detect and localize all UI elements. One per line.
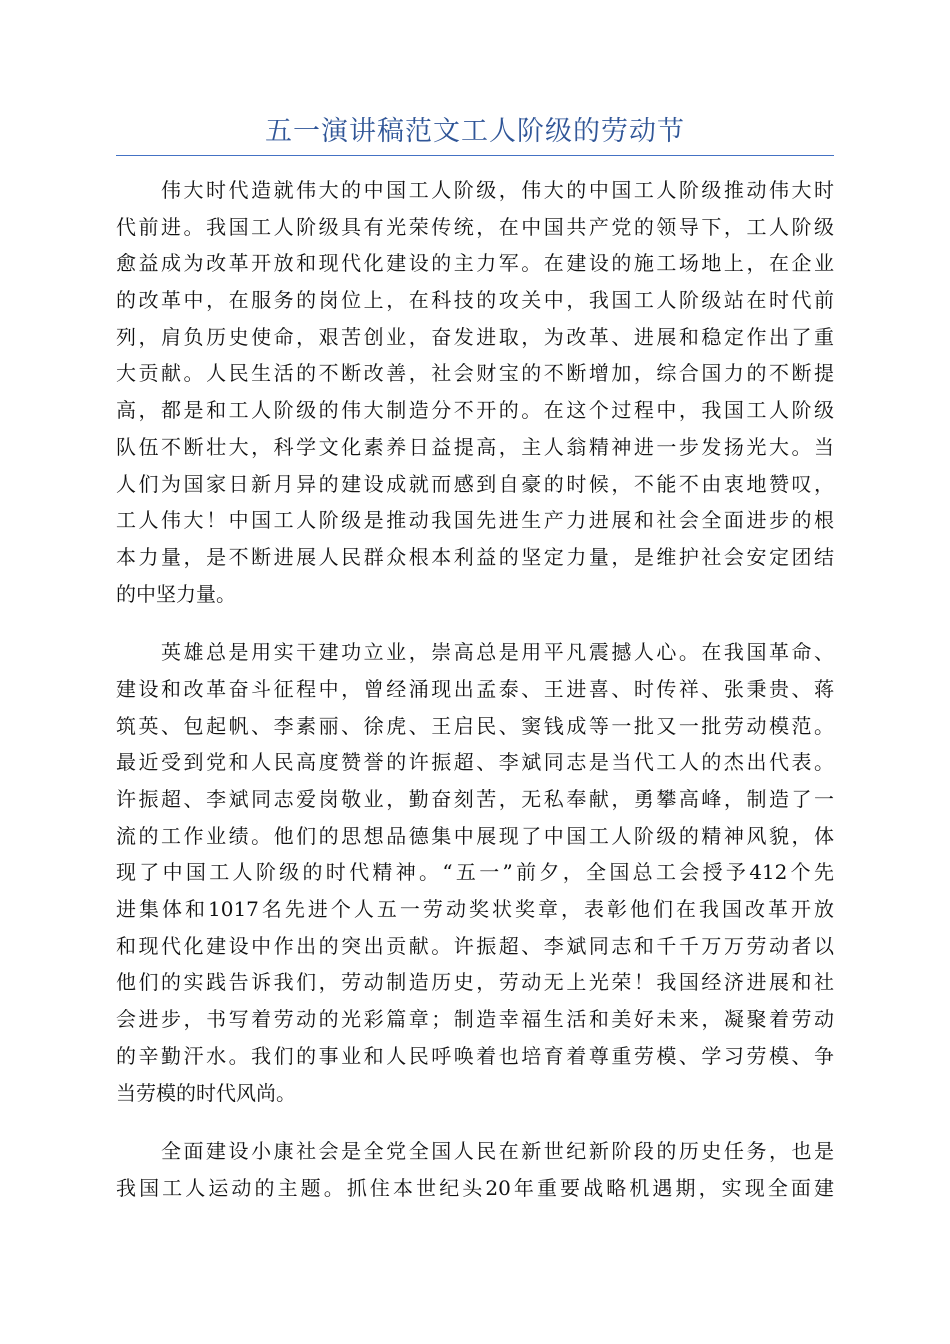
text-line: 最近受到党和人民高度赞誉的许振超、李斌同志是当代工人的杰出代表。 [116, 750, 834, 775]
text-line: 愈益成为改革开放和现代化建设的主力军。在建设的施工场地上，在企业 [116, 251, 834, 276]
text-line: 许振超、李斌同志爱岗敬业，勤奋刻苦，无私奉献，勇攀高峰，制造了一 [116, 787, 834, 811]
text-line: 高，都是和工人阶级的伟大制造分不开的。在这个过程中，我国工人阶级 [116, 398, 834, 423]
text-line: 我国工人运动的主题。抓住本世纪头20年重要战略机遇期，实现全面建 [116, 1175, 834, 1200]
text-line: 英雄总是用实干建功立业，崇高总是用平凡震撼人心。在我国革命、 [161, 640, 834, 665]
paragraph-1 [116, 172, 834, 612]
text-line: 代前进。我国工人阶级具有光荣传统，在中国共产党的领导下，工人阶级 [116, 214, 834, 239]
document-body [116, 172, 834, 1229]
text-line: 的改革中，在服务的岗位上，在科技的攻关中，我国工人阶级站在时代前 [116, 288, 834, 313]
text-line: 和现代化建设中作出的突出贡献。许振超、李斌同志和千千万万劳动者以 [116, 933, 834, 958]
text-line: 当劳模的时代风尚。 [116, 1080, 296, 1105]
text-line: 列，肩负历史使命，艰苦创业，奋发进取，为改革、进展和稳定作出了重 [116, 324, 834, 349]
text-line: 会进步，书写着劳动的光彩篇章；制造幸福生活和美好未来，凝聚着劳动 [116, 1007, 834, 1032]
text-line: 大贡献。人民生活的不断改善，社会财宝的不断增加，综合国力的不断提 [116, 361, 834, 386]
text-line: 全面建设小康社会是全党全国人民在新世纪新阶段的历史任务，也是 [161, 1139, 834, 1164]
paragraph-2 [116, 634, 834, 1111]
text-line: 流的工作业绩。他们的思想品德集中展现了中国工人阶级的精神风貌，体 [116, 823, 834, 848]
text-line: 进集体和1017名先进个人五一劳动奖状奖章，表彰他们在我国改革开放 [116, 897, 834, 922]
document-title: 五一演讲稿范文工人阶级的劳动节 [265, 116, 685, 147]
text-line: 现了中国工人阶级的时代精神。“五一”前夕，全国总工会授予412个先 [116, 860, 834, 885]
text-line: 工人伟大！中国工人阶级是推动我国先进生产力进展和社会全面进步的根 [116, 508, 834, 533]
text-line: 伟大时代造就伟大的中国工人阶级，伟大的中国工人阶级推动伟大时 [161, 178, 834, 202]
text-line: 筑英、包起帆、李素丽、徐虎、王启民、窦钱成等一批又一批劳动模范。 [116, 713, 834, 738]
title-underline [116, 155, 834, 156]
text-line: 的辛勤汗水。我们的事业和人民呼唤着也培育着尊重劳模、学习劳模、争 [116, 1043, 834, 1068]
paragraph-3 [116, 1133, 834, 1206]
text-line: 他们的实践告诉我们，劳动制造历史，劳动无上光荣！我国经济进展和社 [116, 970, 834, 995]
text-line: 人们为国家日新月异的建设成就而感到自豪的时候，不能不由衷地赞叹， [116, 471, 834, 496]
text-line: 的中坚力量。 [116, 581, 236, 606]
text-line: 建设和改革奋斗征程中，曾经涌现出孟泰、王进喜、时传祥、张秉贵、蒋 [116, 676, 834, 701]
text-line: 本力量，是不断进展人民群众根本利益的坚定力量，是维护社会安定团结 [116, 544, 834, 569]
text-line: 队伍不断壮大，科学文化素养日益提高，主人翁精神进一步发扬光大。当 [116, 434, 834, 459]
